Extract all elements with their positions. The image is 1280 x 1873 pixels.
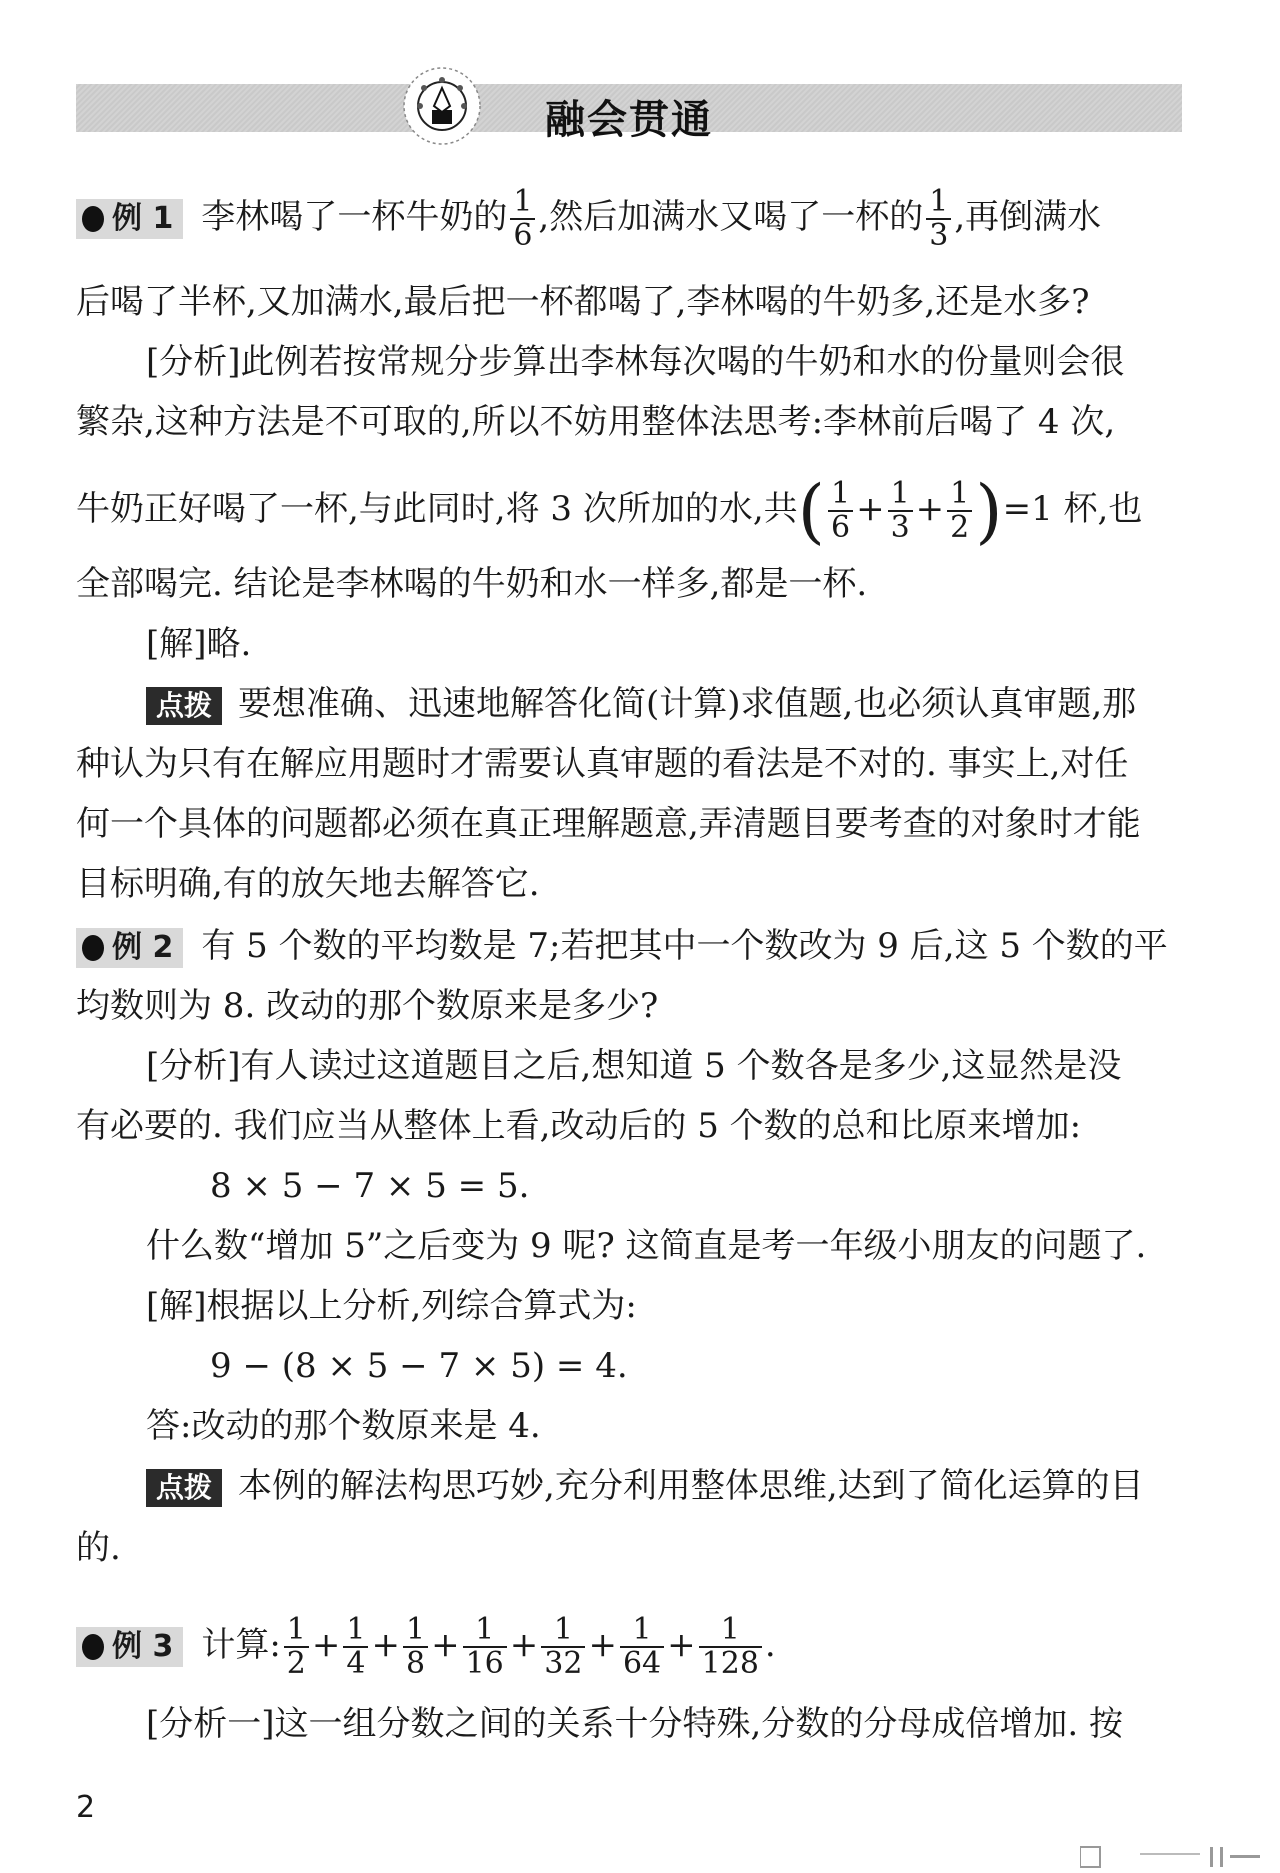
- page-number: 2: [76, 1790, 96, 1825]
- pen-nib-circle-icon: [402, 66, 482, 146]
- example1-solution: [解]略.: [146, 624, 252, 664]
- example2-formula1: 8 × 5 − 7 × 5 = 5.: [210, 1166, 530, 1206]
- section-title: 融会贯通: [545, 97, 713, 143]
- example2-question-line1: 例 2 有 5 个数的平均数是 7;若把其中一个数改为 9 后,这 5 个数的平: [76, 926, 1184, 968]
- fraction-1-over-32: $\frac{1}{32}$: [541, 1614, 585, 1680]
- example2-answer: 答:改动的那个数原来是 4.: [146, 1406, 541, 1446]
- fraction-1-over-2: $\frac{1}{2}$: [284, 1614, 309, 1680]
- sum-fraction-1: $\frac{1}{6}$: [828, 478, 853, 544]
- example3-badge: 例 3: [76, 1627, 183, 1667]
- fraction-1-over-8: $\frac{1}{8}$: [403, 1614, 428, 1680]
- example2-analysis-line1: [分析]有人读过这道题目之后,想知道 5 个数各是多少,这显然是没: [146, 1046, 1122, 1086]
- tip-badge: 点拨: [146, 1469, 222, 1507]
- plus-sign: +: [588, 1625, 617, 1665]
- bullet-icon: [82, 1634, 104, 1660]
- example1-analysis-line2: 繁杂,这种方法是不可取的,所以不妨用整体法思考:李林前后喝了 4 次,: [76, 402, 1116, 442]
- example1-tip-line4: 目标明确,有的放矢地去解答它.: [76, 864, 540, 904]
- plus-sign: +: [311, 1625, 341, 1665]
- fraction-one-sixth: $\frac{1}{6}$: [510, 186, 535, 252]
- example1-question-line1: 例 1 李林喝了一杯牛奶的 $\frac{1}{6}$ ,然后加满水又喝了一杯的 $\frac{1}{3}$ ,再倒满水: [76, 186, 1184, 252]
- example3-question: 例 3 计算: $\frac{1}{2}$ + $\frac{1}{4}$ + $\frac{1}{8}$ + $\frac{1}{16}$ + $\frac{1}{32}$ + $\frac{1}{64}$ + $\frac{1}{128}$ .: [76, 1614, 1184, 1680]
- example3-analysis-line1: [分析一]这一组分数之间的关系十分特殊,分数的分母成倍增加. 按: [146, 1704, 1123, 1744]
- sum-fraction-2: $\frac{1}{3}$: [888, 478, 913, 544]
- example2-analysis-line2: 有必要的. 我们应当从整体上看,改动后的 5 个数的总和比原来增加:: [76, 1106, 1082, 1146]
- fraction-1-over-4: $\frac{1}{4}$: [343, 1614, 368, 1680]
- example2-question-line2: 均数则为 8. 改动的那个数原来是多少?: [76, 986, 659, 1026]
- fraction-one-third: $\frac{1}{3}$: [926, 186, 951, 252]
- example1-question-line2: 后喝了半杯,又加满水,最后把一杯都喝了,李林喝的牛奶多,还是水多?: [76, 282, 1090, 322]
- example2-badge: 例 2: [76, 928, 183, 968]
- example2-tip-line2: 的.: [76, 1528, 121, 1568]
- example1-badge: 例 1: [76, 199, 183, 239]
- example2-tip-line1: 点拨 本例的解法构思巧妙,充分利用整体思维,达到了简化运算的目: [146, 1466, 1184, 1507]
- tip-badge: 点拨: [146, 687, 222, 725]
- fraction-1-over-128: $\frac{1}{128}$: [699, 1614, 762, 1680]
- example1-tip-line3: 何一个具体的问题都必须在真正理解题意,弄清题目要考查的对象时才能: [76, 804, 1141, 844]
- fraction-1-over-16: $\frac{1}{16}$: [463, 1614, 507, 1680]
- example2-analysis-line3: 什么数“增加 5”之后变为 9 呢? 这简直是考一年级小朋友的问题了.: [146, 1226, 1147, 1266]
- example1-tip-line1: 点拨 要想准确、迅速地解答化简(计算)求值题,也必须认真审题,那: [146, 684, 1184, 725]
- example1-tip-line2: 种认为只有在解应用题时才需要认真审题的看法是不对的. 事实上,对任: [76, 744, 1129, 784]
- sum-fraction-3: $\frac{1}{2}$: [947, 478, 972, 544]
- bullet-icon: [82, 935, 104, 961]
- plus-sign: +: [509, 1625, 539, 1665]
- plus-sign: +: [667, 1625, 696, 1665]
- fraction-1-over-64: $\frac{1}{64}$: [620, 1614, 664, 1680]
- plus-sign: +: [371, 1625, 400, 1665]
- example2-formula2: 9 − (8 × 5 − 7 × 5) = 4.: [210, 1346, 628, 1386]
- example1-analysis-line4: 全部喝完. 结论是李林喝的牛奶和水一样多,都是一杯.: [76, 564, 868, 604]
- right-paren: ): [975, 470, 1003, 552]
- bullet-icon: [82, 206, 104, 232]
- example1-analysis-line1: [分析]此例若按常规分步算出李林每次喝的牛奶和水的份量则会很: [146, 342, 1125, 382]
- plus-sign: +: [431, 1625, 460, 1665]
- left-paren: (: [797, 470, 825, 552]
- scan-edge-marks: [1080, 1845, 1270, 1869]
- example2-solution: [解]根据以上分析,列综合算式为:: [146, 1286, 637, 1326]
- example1-analysis-line3: 牛奶正好喝了一杯,与此同时,将 3 次所加的水,共( $\frac{1}{6}$ + $\frac{1}{3}$ + $\frac{1}{2}$ )=1 杯,也: [76, 470, 1143, 552]
